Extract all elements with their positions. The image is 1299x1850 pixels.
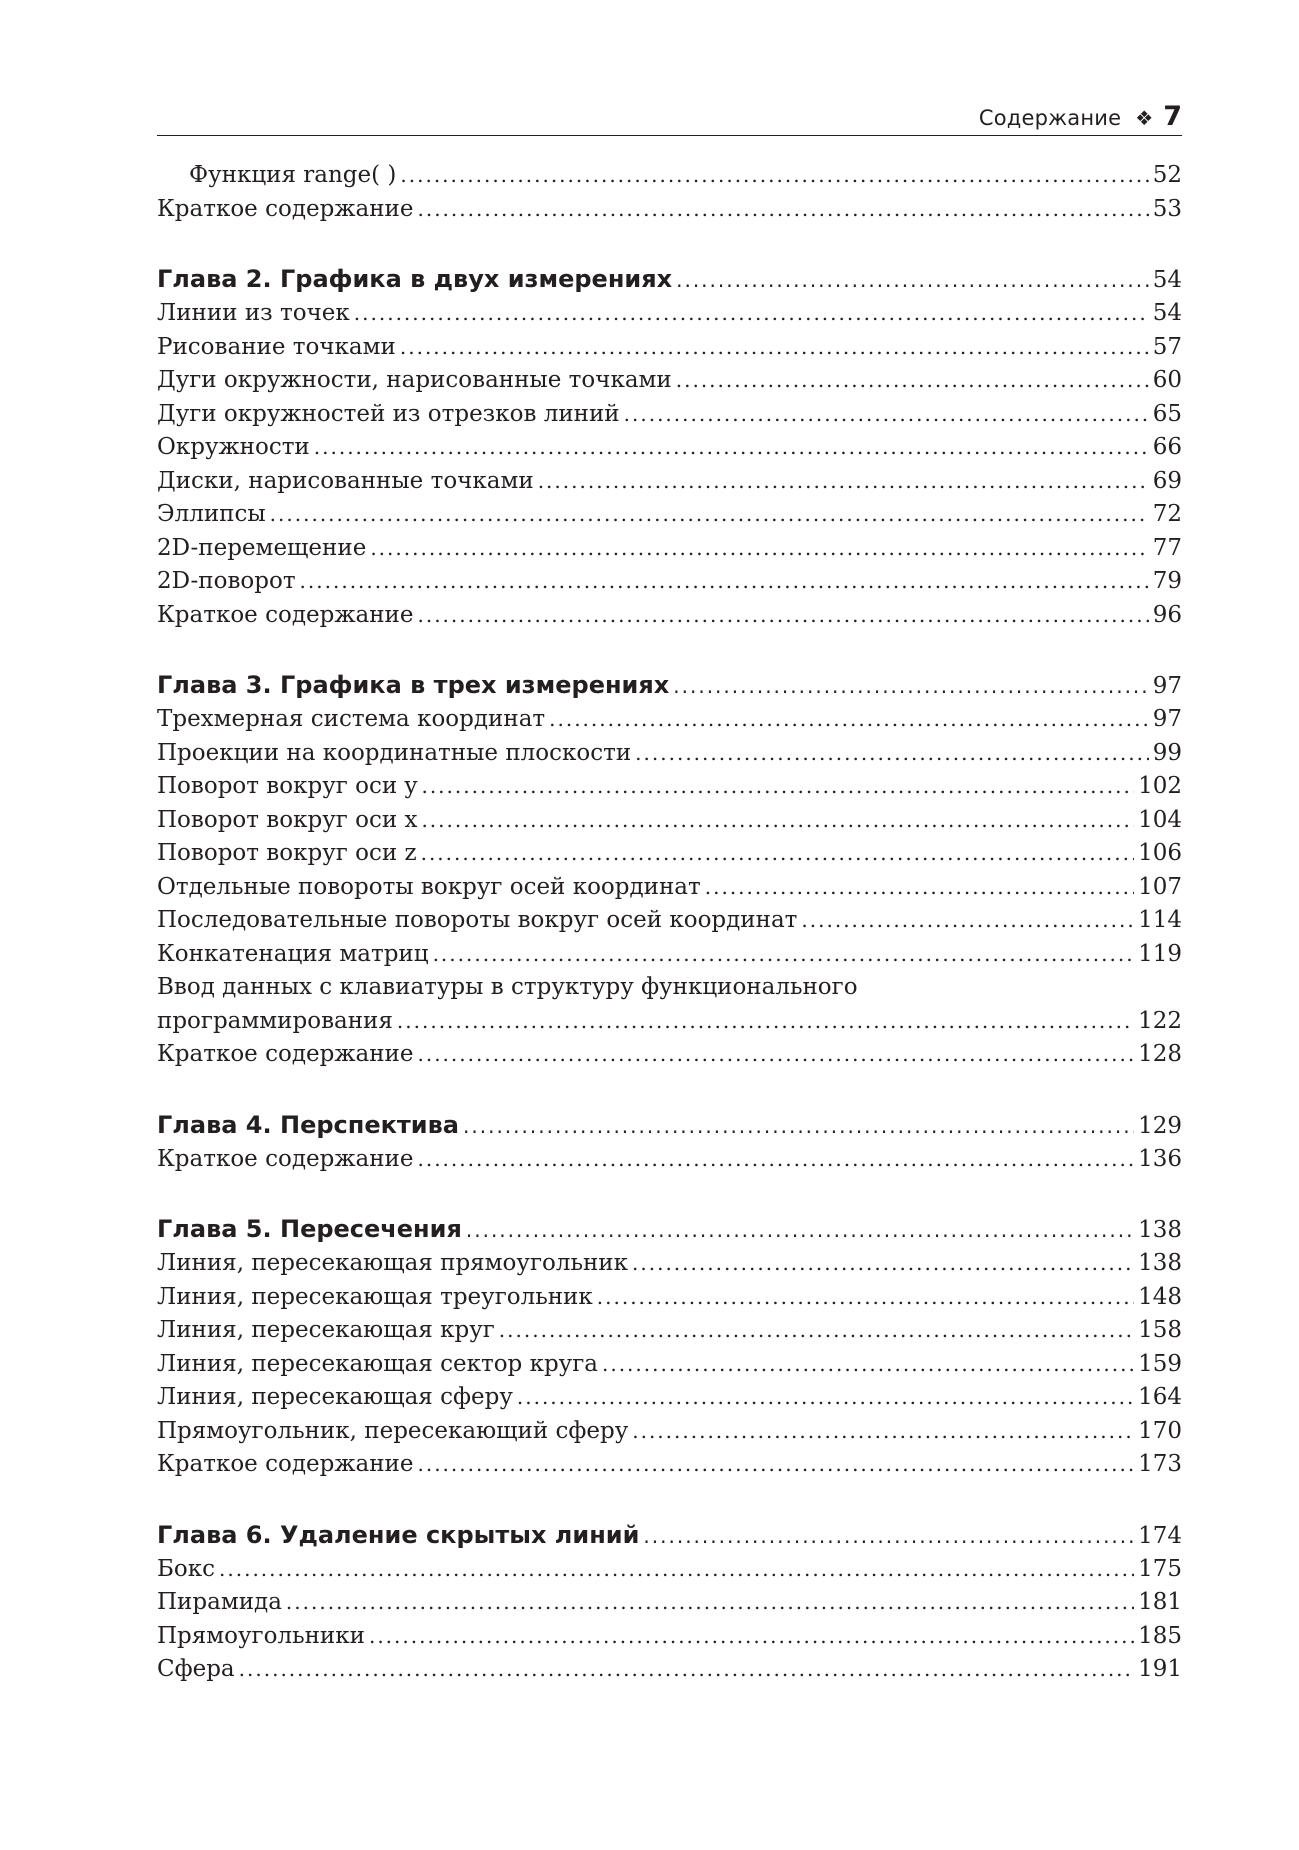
toc-page-number: 65 [1152, 400, 1182, 427]
toc-entry[interactable] [157, 1620, 1182, 1654]
toc-entry-title: Прямоугольник, пересекающий сферу [157, 1417, 629, 1444]
toc-page-number: 119 [1138, 940, 1182, 967]
toc-page-number: 173 [1138, 1451, 1182, 1477]
toc-entry-title: Поворот вокруг оси x [157, 806, 418, 833]
toc-entry[interactable] [157, 971, 1182, 1005]
toc-entry[interactable] [157, 770, 1182, 804]
toc-chapter-heading[interactable] [157, 668, 1182, 703]
toc-entry-title: Сфера [157, 1656, 235, 1682]
toc-chapter-heading[interactable] [157, 1108, 1182, 1143]
dot-leader [397, 1005, 1134, 1039]
toc-entry-title: Проекции на координатные плоскости [157, 739, 632, 766]
toc-entry-title: Линии из точек [157, 300, 350, 326]
toc-entry[interactable] [157, 1348, 1182, 1382]
dot-leader [286, 1586, 1134, 1620]
dot-leader [239, 1653, 1134, 1687]
toc-page-number: 175 [1138, 1555, 1182, 1582]
toc-page-number: 170 [1138, 1417, 1182, 1444]
toc-entry[interactable] [157, 565, 1182, 599]
dot-leader [499, 1314, 1134, 1348]
toc-page-number: 181 [1138, 1589, 1182, 1615]
toc-entry-title: Краткое содержание [157, 195, 414, 222]
dot-leader [370, 532, 1148, 566]
toc-entry-title: Функция range( ) [189, 162, 397, 188]
toc-page-number: 96 [1152, 601, 1182, 628]
toc-entry-title: Глава 2. Графика в двух измерениях [157, 265, 673, 293]
dot-leader [417, 1448, 1134, 1482]
dot-leader [463, 1109, 1134, 1144]
toc-entry[interactable] [157, 1415, 1182, 1449]
toc-page-number: 104 [1138, 806, 1182, 833]
dot-leader [632, 1415, 1134, 1449]
toc-entry[interactable] [157, 904, 1182, 938]
toc-page-number: 122 [1138, 1007, 1182, 1034]
toc-page-number: 106 [1138, 840, 1182, 866]
toc-entry-title: Эллипсы [157, 501, 266, 527]
toc-page-number: 57 [1152, 333, 1182, 360]
toc-entry[interactable] [157, 1553, 1182, 1587]
toc-page-number: 77 [1152, 534, 1182, 561]
toc-entry[interactable] [157, 1143, 1182, 1177]
toc-page-number: 129 [1138, 1112, 1182, 1139]
toc-entry[interactable] [157, 193, 1182, 227]
toc-entry-title: Краткое содержание [157, 1041, 414, 1067]
dot-leader [219, 1553, 1134, 1587]
dot-leader [400, 331, 1149, 365]
dot-leader [635, 737, 1149, 771]
toc-page-number: 66 [1152, 434, 1182, 460]
dot-leader [270, 498, 1149, 532]
dot-leader [624, 398, 1149, 432]
toc-entry-title: Краткое содержание [157, 601, 414, 628]
toc-page-number: 60 [1152, 367, 1182, 393]
toc-page-number: 99 [1152, 739, 1182, 766]
toc-entry-title: Ввод данных с клавиатуры в структуру функционального [157, 974, 858, 1000]
toc-entry[interactable] [157, 804, 1182, 838]
dot-leader [417, 193, 1148, 227]
toc-entry-title: Поворот вокруг оси y [157, 773, 418, 799]
toc-entry-title: Диски, нарисованные точками [157, 467, 534, 494]
toc-page-number: 138 [1138, 1250, 1182, 1276]
dot-leader [676, 263, 1149, 298]
toc-entry[interactable] [157, 364, 1182, 398]
toc-entry-title: Глава 6. Удаление скрытых линий [157, 1520, 640, 1549]
table-of-contents [157, 136, 1182, 1687]
toc-page-number: 174 [1138, 1522, 1182, 1549]
toc-entry-title: программирования [157, 1007, 393, 1034]
toc-entry[interactable] [157, 871, 1182, 905]
toc-entry-title: Дуги окружности, нарисованные точками [157, 367, 672, 393]
toc-entry-title: Окружности [157, 434, 310, 460]
toc-entry-title: Глава 4. Перспектива [157, 1110, 460, 1139]
dot-leader [417, 599, 1148, 633]
toc-page-number: 79 [1152, 568, 1182, 594]
toc-entry[interactable] [157, 331, 1182, 365]
toc-page-number: 69 [1152, 467, 1182, 494]
dot-leader [517, 1381, 1134, 1415]
toc-entry-title: Пирамида [157, 1589, 282, 1615]
dot-leader [400, 159, 1148, 193]
toc-entry-title: 2D-поворот [157, 568, 296, 594]
toc-entry[interactable] [157, 599, 1182, 633]
running-header-title: Содержание [978, 106, 1122, 130]
dot-leader [602, 1348, 1134, 1382]
dot-leader [421, 770, 1134, 804]
toc-entry-title: Поворот вокруг оси z [157, 840, 417, 866]
toc-entry[interactable] [157, 737, 1182, 771]
toc-entry[interactable] [157, 1653, 1182, 1687]
dot-leader [632, 1247, 1134, 1281]
toc-entry[interactable] [157, 498, 1182, 532]
toc-entry-title: Глава 5. Пересечения [157, 1215, 462, 1243]
dot-leader [369, 1620, 1134, 1654]
toc-entry[interactable] [157, 1381, 1182, 1415]
toc-entry[interactable] [157, 938, 1182, 972]
toc-entry[interactable] [157, 465, 1182, 499]
toc-entry-title: Бокс [157, 1555, 216, 1582]
toc-entry[interactable] [157, 1281, 1182, 1315]
toc-page-number: 54 [1152, 300, 1182, 326]
toc-entry[interactable] [157, 1247, 1182, 1281]
dot-leader [676, 364, 1149, 398]
dot-leader [801, 904, 1134, 938]
running-header [157, 92, 1182, 136]
dot-leader [705, 871, 1134, 905]
toc-entry[interactable] [157, 398, 1182, 432]
dot-leader [417, 1143, 1134, 1177]
toc-entry[interactable] [157, 1586, 1182, 1620]
toc-page-number: 164 [1138, 1384, 1182, 1410]
page-number: 7 [1163, 101, 1182, 132]
toc-entry[interactable] [157, 1038, 1182, 1072]
toc-entry[interactable] [157, 1005, 1182, 1039]
dot-leader [421, 804, 1134, 838]
toc-page-number: 158 [1138, 1317, 1182, 1343]
toc-page-number: 72 [1152, 501, 1182, 527]
toc-chapter-heading[interactable] [157, 262, 1182, 297]
toc-entry-title: Линия, пересекающая сектор круга [157, 1350, 598, 1377]
toc-page-number: 97 [1152, 673, 1182, 699]
toc-entry[interactable] [157, 837, 1182, 871]
toc-entry-title: Трехмерная система координат [157, 706, 546, 732]
dot-leader [421, 837, 1135, 871]
toc-page-number: 191 [1138, 1656, 1182, 1682]
toc-entry-title: Краткое содержание [157, 1145, 414, 1172]
toc-entry-title: Последовательные повороты вокруг осей координат [157, 907, 798, 933]
toc-page-number: 97 [1152, 706, 1182, 732]
toc-entry-title: Прямоугольники [157, 1622, 365, 1649]
toc-entry[interactable] [157, 431, 1182, 465]
toc-page-number: 52 [1152, 162, 1182, 188]
dot-leader [597, 1281, 1134, 1315]
toc-page-number: 159 [1138, 1350, 1182, 1377]
toc-page-number: 138 [1138, 1217, 1182, 1243]
toc-entry-title: Линия, пересекающая треугольник [157, 1283, 593, 1310]
toc-page-number: 102 [1138, 773, 1182, 799]
document-page [157, 92, 1182, 1687]
toc-page-number: 185 [1138, 1622, 1182, 1649]
toc-entry-title: Линия, пересекающая прямоугольник [157, 1250, 629, 1276]
toc-entry-title: Линия, пересекающая круг [157, 1317, 495, 1343]
toc-page-number: 53 [1152, 195, 1182, 222]
toc-entry-title: Отдельные повороты вокруг осей координат [157, 873, 701, 900]
toc-page-number: 136 [1138, 1145, 1182, 1172]
toc-page-number: 107 [1138, 873, 1182, 900]
toc-page-number: 114 [1138, 907, 1182, 933]
toc-entry[interactable] [157, 532, 1182, 566]
toc-chapter-heading[interactable] [157, 1212, 1182, 1247]
toc-entry[interactable] [157, 297, 1182, 331]
ornament-icon: ❖ [1135, 106, 1154, 130]
dot-leader [417, 1038, 1134, 1072]
toc-entry-title: Конкатенация матриц [157, 940, 429, 967]
toc-entry-title: 2D-перемещение [157, 534, 367, 561]
dot-leader [433, 938, 1135, 972]
dot-leader [300, 565, 1149, 599]
dot-leader [538, 465, 1149, 499]
dot-leader [643, 1519, 1134, 1554]
toc-entry-title: Дуги окружностей из отрезков линий [157, 400, 620, 427]
toc-page-number: 128 [1138, 1041, 1182, 1067]
toc-entry-title: Рисование точками [157, 333, 396, 360]
toc-page-number: 54 [1152, 267, 1182, 293]
toc-entry[interactable] [157, 1448, 1182, 1482]
dot-leader [314, 431, 1149, 465]
dot-leader [673, 669, 1148, 704]
dot-leader [549, 703, 1149, 737]
toc-entry[interactable] [157, 1314, 1182, 1348]
toc-chapter-heading[interactable] [157, 1518, 1182, 1553]
toc-entry[interactable] [157, 159, 1182, 193]
toc-page-number: 148 [1138, 1283, 1182, 1310]
dot-leader [354, 297, 1149, 331]
toc-entry-title: Глава 3. Графика в трех измерениях [157, 671, 670, 699]
dot-leader [466, 1213, 1134, 1248]
toc-entry[interactable] [157, 703, 1182, 737]
toc-entry-title: Линия, пересекающая сферу [157, 1384, 513, 1410]
toc-entry-title: Краткое содержание [157, 1451, 414, 1477]
